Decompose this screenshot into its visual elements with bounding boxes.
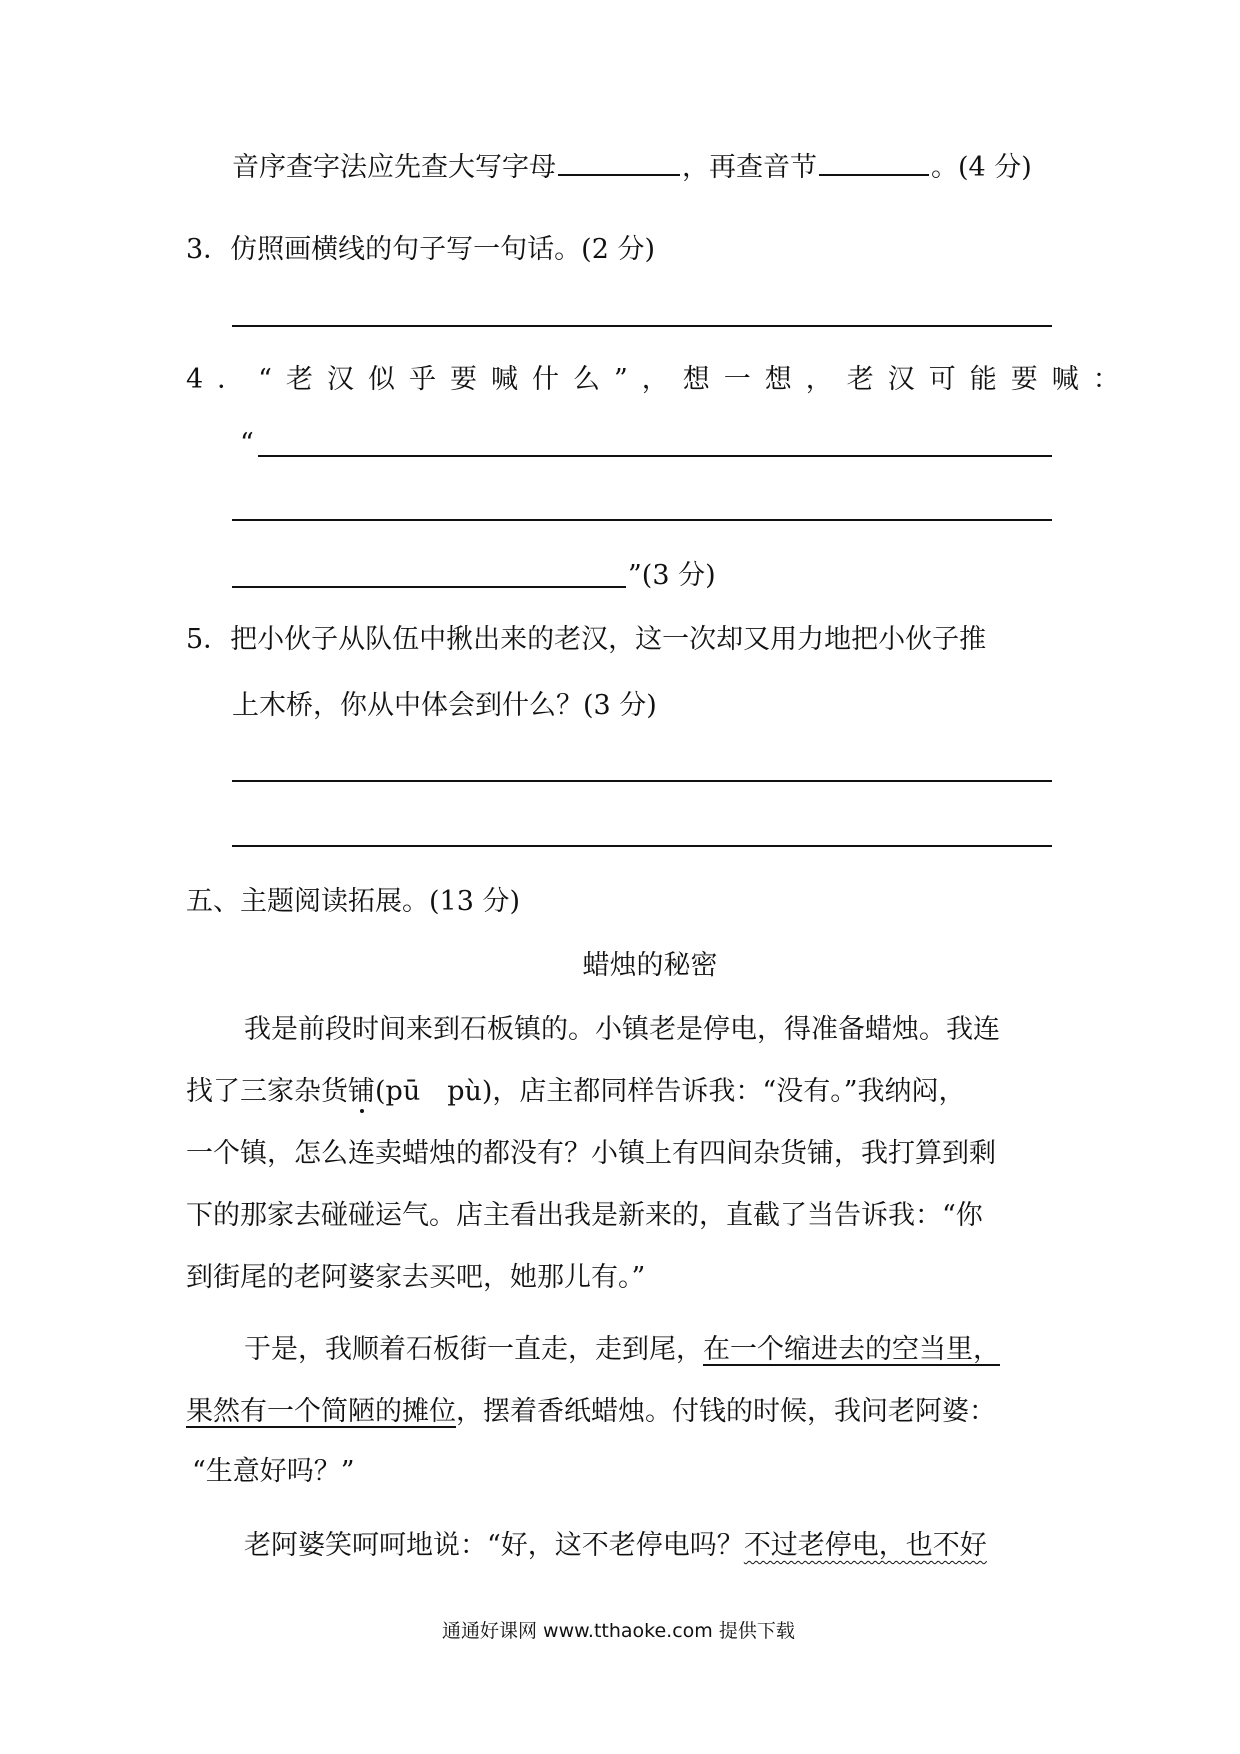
wavy-underlined-sentence: 不过老停电，也不好	[743, 1530, 987, 1561]
article-p2-line-2	[186, 1392, 996, 1432]
p1-l2-a: 找了三家杂货	[186, 1076, 348, 1107]
article-p2-line-3: “生意好吗？”	[192, 1456, 355, 1487]
article-p2-line-1	[244, 1330, 1000, 1370]
question-2-tail	[232, 146, 1032, 188]
answer-line-q4-1[interactable]	[258, 455, 1052, 457]
article-p1-line-5: 到街尾的老阿婆家去买吧，她那儿有。”	[186, 1262, 646, 1293]
p3-l1-a: 老阿婆笑呵呵地说：“好，这不老停电吗？	[244, 1530, 744, 1561]
article-p1-line-4: 下的那家去碰碰运气。店主看出我是新来的，直截了当告诉我：“你	[186, 1200, 983, 1231]
p2-l2-b: ，摆着香纸蜡烛。付钱的时候，我问老阿婆：	[456, 1396, 996, 1427]
p1-l2-b: (pū pù)，店主都同样告诉我：“没有。”我纳闷，	[375, 1076, 966, 1107]
q2-text-c: 。(4 分)	[931, 152, 1032, 183]
underlined-sentence-part-2: 果然有一个简陋的摊位	[186, 1396, 456, 1427]
article-p1-line-2	[186, 1072, 966, 1112]
footer-credit: 通通好课网 www.tthaoke.com 提供下载	[442, 1620, 795, 1642]
question-4: 4．“老汉似乎要喊什么”，想一想，老汉可能要喊：	[186, 364, 1134, 395]
article-title: 蜡烛的秘密	[582, 950, 718, 981]
answer-blank-uppercase-letter[interactable]	[558, 146, 680, 176]
q2-text-a: 音序查字法应先查大写字母	[232, 152, 556, 183]
answer-line-q5-1[interactable]	[232, 780, 1052, 782]
answer-line-q5-2[interactable]	[232, 845, 1052, 847]
q4-close: ”(3 分)	[628, 560, 716, 591]
answer-blank-syllable[interactable]	[819, 146, 929, 176]
article-p3-line-1	[244, 1526, 987, 1566]
q2-text-b: ，再查音节	[682, 152, 817, 183]
question-3: 3．仿照画横线的句子写一句话。(2 分)	[186, 234, 656, 265]
section-5-heading: 五、主题阅读拓展。(13 分)	[186, 886, 521, 917]
question-5-line-2: 上木桥，你从中体会到什么？(3 分)	[232, 690, 657, 721]
answer-line-q3[interactable]	[232, 325, 1052, 327]
underlined-sentence-part-1: 在一个缩进去的空当里，	[703, 1334, 1000, 1365]
p2-l1-a: 于是，我顺着石板街一直走，走到尾，	[244, 1334, 703, 1365]
article-p1-line-1: 我是前段时间来到石板镇的。小镇老是停电，得准备蜡烛。我连	[244, 1014, 1000, 1045]
dotted-char: 铺	[348, 1076, 375, 1107]
question-5-line-1: 5．把小伙子从队伍中揪出来的老汉，这一次却又用力地把小伙子推	[186, 624, 987, 655]
article-p1-line-3: 一个镇，怎么连卖蜡烛的都没有？小镇上有四间杂货铺，我打算到剩	[186, 1138, 996, 1169]
answer-line-q4-3[interactable]	[232, 586, 626, 588]
answer-line-q4-2[interactable]	[232, 519, 1052, 521]
q4-open-quote: “	[240, 428, 254, 459]
